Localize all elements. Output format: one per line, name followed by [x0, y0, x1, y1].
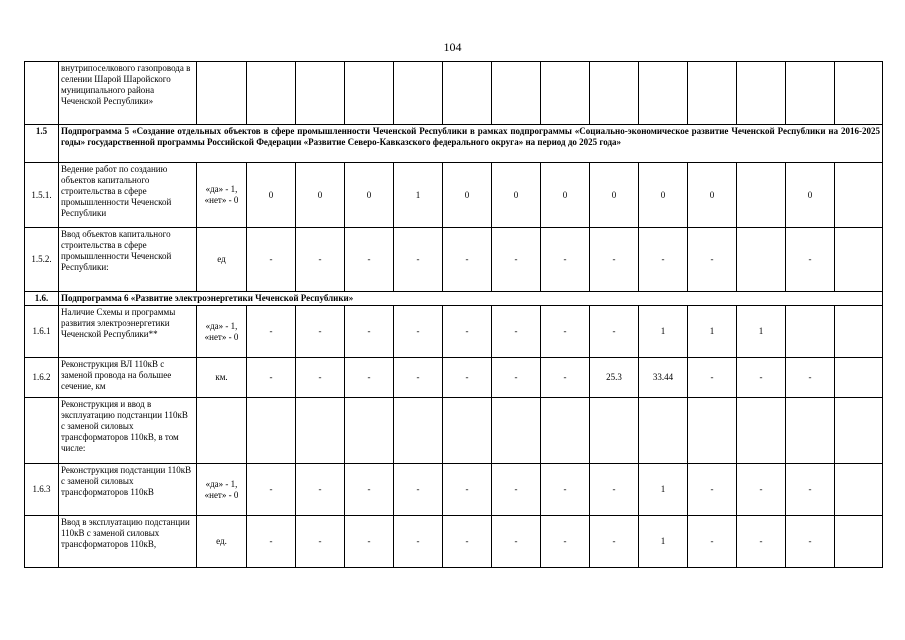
value-cell: 0	[296, 163, 345, 228]
value-cell	[688, 398, 737, 464]
value-cell: -	[345, 464, 394, 516]
value-cell: -	[541, 464, 590, 516]
value-cell: -	[737, 464, 786, 516]
value-cell: -	[590, 228, 639, 292]
value-cell	[835, 228, 883, 292]
value-cell: -	[688, 358, 737, 398]
value-cell	[394, 62, 443, 125]
value-cell: 1	[639, 464, 688, 516]
indicators-table	[24, 61, 883, 568]
value-cell: -	[737, 516, 786, 568]
indicator-name: Реконструкция подстанции 110кВ с заменой силовых трансформаторов 110кВ	[59, 464, 197, 516]
value-cell: -	[296, 516, 345, 568]
indicator-name: Реконструкция ВЛ 110кВ с заменой провода на большее сечение, км	[59, 358, 197, 398]
value-cell: -	[296, 464, 345, 516]
value-cell: 1	[639, 306, 688, 358]
value-cell: -	[492, 228, 541, 292]
indicator-name: Ввод объектов капитального строительства в сфере промышленности Чеченской Республики:	[59, 228, 197, 292]
row-number: 1.6.	[25, 292, 59, 306]
value-cell: 0	[688, 163, 737, 228]
value-cell: 0	[345, 163, 394, 228]
value-cell	[835, 358, 883, 398]
table-row	[25, 62, 883, 125]
value-cell	[835, 398, 883, 464]
value-cell	[835, 62, 883, 125]
unit-cell	[197, 62, 247, 125]
indicator-name: внутрипоселкового газопровода в селении Шарой Шаройского муниципального района Чеченской Республики»	[59, 62, 197, 125]
value-cell	[639, 62, 688, 125]
value-cell	[345, 62, 394, 125]
value-cell	[247, 62, 296, 125]
value-cell: -	[296, 228, 345, 292]
value-cell: -	[688, 516, 737, 568]
value-cell: -	[394, 306, 443, 358]
unit-cell: ед.	[197, 516, 247, 568]
value-cell	[590, 62, 639, 125]
unit-cell: «да» - 1, «нет» - 0	[197, 163, 247, 228]
value-cell: -	[296, 358, 345, 398]
value-cell: -	[590, 516, 639, 568]
value-cell	[296, 398, 345, 464]
table-row	[25, 358, 883, 398]
indicator-name: Ведение работ по созданию объектов капитального строительства в сфере промышленности Чеченской Республики	[59, 163, 197, 228]
value-cell: -	[590, 306, 639, 358]
value-cell: -	[345, 228, 394, 292]
value-cell: 1	[394, 163, 443, 228]
indicator-name: Ввод в эксплуатацию подстанции 110кВ с заменой силовых трансформаторов 110кВ,	[59, 516, 197, 568]
value-cell: 0	[492, 163, 541, 228]
value-cell: -	[443, 358, 492, 398]
section-title: Подпрограмма 6 «Развитие электроэнергетики Чеченской Республики»	[59, 292, 883, 306]
row-number	[25, 62, 59, 125]
unit-cell: км.	[197, 358, 247, 398]
value-cell: -	[786, 464, 835, 516]
value-cell	[737, 163, 786, 228]
table-row	[25, 306, 883, 358]
value-cell: -	[590, 464, 639, 516]
unit-cell: ед	[197, 228, 247, 292]
value-cell: 0	[786, 163, 835, 228]
value-cell: -	[492, 516, 541, 568]
value-cell: -	[639, 228, 688, 292]
value-cell: -	[541, 306, 590, 358]
value-cell: -	[737, 358, 786, 398]
row-number: 1.5.2.	[25, 228, 59, 292]
value-cell: 0	[541, 163, 590, 228]
value-cell: -	[394, 464, 443, 516]
unit-cell: «да» - 1, «нет» - 0	[197, 306, 247, 358]
value-cell: -	[247, 228, 296, 292]
value-cell	[541, 398, 590, 464]
value-cell: -	[492, 464, 541, 516]
value-cell: -	[345, 516, 394, 568]
table-row	[25, 228, 883, 292]
value-cell: -	[394, 358, 443, 398]
value-cell: -	[541, 358, 590, 398]
row-number: 1.6.2	[25, 358, 59, 398]
value-cell: 0	[443, 163, 492, 228]
table-row	[25, 163, 883, 228]
value-cell: -	[541, 228, 590, 292]
row-number: 1.5.1.	[25, 163, 59, 228]
row-number: 1.6.1	[25, 306, 59, 358]
section-row	[25, 125, 883, 163]
section-title: Подпрограмма 5 «Создание отдельных объектов в сфере промышленности Чеченской Республики в рамках подпрограммы «Социально-экономическое развитие Чеченской Республики на 2016-2025 годы» государственной программы Российской Федерации «Развитие Северо-Кавказского федерального округа» на период до 2025 года»	[59, 125, 883, 163]
value-cell: -	[296, 306, 345, 358]
value-cell	[443, 62, 492, 125]
value-cell	[835, 306, 883, 358]
value-cell: -	[443, 516, 492, 568]
value-cell: -	[786, 228, 835, 292]
value-cell: -	[492, 306, 541, 358]
value-cell	[345, 398, 394, 464]
value-cell: 25.3	[590, 358, 639, 398]
value-cell: -	[443, 306, 492, 358]
value-cell: -	[345, 306, 394, 358]
value-cell: -	[394, 228, 443, 292]
row-number	[25, 398, 59, 464]
value-cell: -	[786, 516, 835, 568]
indicator-name: Наличие Схемы и программы развития электроэнергетики Чеченской Республики**	[59, 306, 197, 358]
value-cell: -	[541, 516, 590, 568]
value-cell: 1	[688, 306, 737, 358]
row-number: 1.5	[25, 125, 59, 163]
page-number: 104	[443, 40, 462, 54]
table-row	[25, 516, 883, 568]
table-row	[25, 464, 883, 516]
indicator-name: Реконструкция и ввод в эксплуатацию подстанции 110кВ с заменой силовых трансформаторов 110кВ, в том числе:	[59, 398, 197, 464]
row-number	[25, 516, 59, 568]
value-cell	[786, 306, 835, 358]
value-cell	[737, 228, 786, 292]
value-cell	[737, 62, 786, 125]
value-cell	[492, 62, 541, 125]
value-cell: 0	[590, 163, 639, 228]
value-cell: -	[247, 516, 296, 568]
table-body	[25, 62, 883, 568]
row-number: 1.6.3	[25, 464, 59, 516]
value-cell	[835, 516, 883, 568]
unit-cell: «да» - 1, «нет» - 0	[197, 464, 247, 516]
value-cell	[247, 398, 296, 464]
value-cell: -	[345, 358, 394, 398]
table-row	[25, 398, 883, 464]
value-cell: 1	[639, 516, 688, 568]
section-row	[25, 292, 883, 306]
value-cell: 33.44	[639, 358, 688, 398]
value-cell	[443, 398, 492, 464]
value-cell: -	[492, 358, 541, 398]
value-cell	[590, 398, 639, 464]
value-cell: -	[443, 228, 492, 292]
value-cell	[737, 398, 786, 464]
value-cell	[296, 62, 345, 125]
value-cell	[394, 398, 443, 464]
value-cell	[835, 163, 883, 228]
value-cell	[786, 62, 835, 125]
value-cell: -	[688, 228, 737, 292]
value-cell: 0	[247, 163, 296, 228]
value-cell: -	[786, 358, 835, 398]
value-cell: 1	[737, 306, 786, 358]
value-cell: -	[394, 516, 443, 568]
value-cell	[541, 62, 590, 125]
value-cell: -	[247, 306, 296, 358]
value-cell	[492, 398, 541, 464]
value-cell: -	[247, 464, 296, 516]
value-cell	[688, 62, 737, 125]
value-cell	[835, 464, 883, 516]
value-cell: 0	[639, 163, 688, 228]
unit-cell	[197, 398, 247, 464]
value-cell	[786, 398, 835, 464]
value-cell: -	[247, 358, 296, 398]
value-cell	[639, 398, 688, 464]
value-cell: -	[443, 464, 492, 516]
value-cell: -	[688, 464, 737, 516]
